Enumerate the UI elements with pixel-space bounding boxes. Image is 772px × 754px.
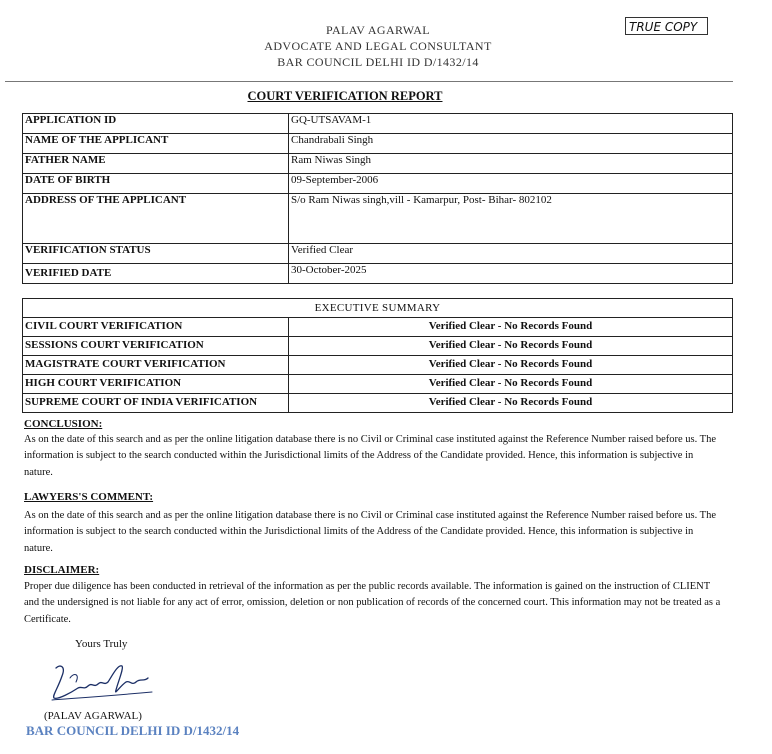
table-row — [23, 134, 733, 154]
table-row — [23, 318, 733, 337]
table-row — [23, 244, 733, 264]
row-label: APPLICATION ID — [23, 114, 289, 134]
conclusion-title: CONCLUSION: — [24, 418, 103, 430]
yours-truly: Yours Truly — [75, 638, 128, 650]
table-row — [23, 337, 733, 356]
executive-summary-table — [22, 298, 733, 413]
row-value: Chandrabali Singh — [289, 134, 733, 154]
row-label: VERIFICATION STATUS — [23, 244, 289, 264]
advocate-bar-id: BAR COUNCIL DELHI ID D/1432/14 — [277, 55, 479, 69]
row-value: Verified Clear - No Records Found — [289, 337, 733, 356]
report-title: COURT VERIFICATION REPORT — [247, 89, 443, 103]
row-value: GQ-UTSAVAM-1 — [289, 114, 733, 134]
row-label: DATE OF BIRTH — [23, 174, 289, 194]
row-value: S/o Ram Niwas singh,vill - Kamarpur, Post- Bihar- 802102 — [289, 194, 733, 244]
table-row — [23, 264, 733, 284]
row-value: Verified Clear - No Records Found — [289, 394, 733, 413]
table-row — [23, 174, 733, 194]
disclaimer-text: Proper due diligence has been conducted in retrieval of the information as per the public records available. The information is gained on the instruction of CLIENT and the undersigned is not liable for any act of error, omission, deletion or non publication of records of the concerned court. This information may not be treated as a Certificate. — [24, 581, 721, 625]
row-value: Ram Niwas Singh — [289, 154, 733, 174]
row-label: SUPREME COURT OF INDIA VERIFICATION — [23, 394, 289, 413]
row-value: Verified Clear — [289, 244, 733, 264]
true-copy-stamp: TRUE COPY — [625, 17, 708, 35]
row-label: NAME OF THE APPLICANT — [23, 134, 289, 154]
row-value: Verified Clear - No Records Found — [289, 375, 733, 394]
row-value: 09-September-2006 — [289, 174, 733, 194]
table-row — [23, 114, 733, 134]
row-label: HIGH COURT VERIFICATION — [23, 375, 289, 394]
row-value: Verified Clear - No Records Found — [289, 356, 733, 375]
row-label: SESSIONS COURT VERIFICATION — [23, 337, 289, 356]
row-label: FATHER NAME — [23, 154, 289, 174]
table-row — [23, 375, 733, 394]
row-label: VERIFIED DATE — [23, 264, 289, 284]
table-row — [23, 154, 733, 174]
row-value: 30-October-2025 — [289, 264, 733, 284]
header-divider — [5, 81, 733, 82]
signatory-name: (PALAV AGARWAL) — [44, 710, 142, 722]
row-value: Verified Clear - No Records Found — [289, 318, 733, 337]
summary-header-row — [23, 299, 733, 318]
row-label: MAGISTRATE COURT VERIFICATION — [23, 356, 289, 375]
signature-image — [48, 656, 158, 706]
conclusion-text: As on the date of this search and as per the online litigation database there is no Civil or Criminal case instituted against the Reference Number raised before us. The information is subject to the search conducted within the Jurisdictional limits of the Address of the Candidate provided. Hence, this information is subjective in nature. — [24, 434, 717, 478]
row-label: CIVIL COURT VERIFICATION — [23, 318, 289, 337]
table-row — [23, 356, 733, 375]
signatory-bar-id: BAR COUNCIL DELHI ID D/1432/14 — [26, 723, 240, 738]
disclaimer-title: DISCLAIMER: — [24, 564, 100, 576]
lawyers-comment-title: LAWYERS'S COMMENT: — [24, 491, 154, 503]
row-label: ADDRESS OF THE APPLICANT — [23, 194, 289, 244]
table-row — [23, 194, 733, 244]
summary-title: EXECUTIVE SUMMARY — [23, 299, 733, 318]
advocate-designation: ADVOCATE AND LEGAL CONSULTANT — [264, 39, 492, 53]
applicant-details-table — [22, 113, 733, 284]
lawyers-comment-text: As on the date of this search and as per the online litigation database there is no Civil or Criminal case instituted against the Reference Number raised before us. The information is subject to the search conducted within the Jurisdictional limits of the Address of the Candidate provided. Hence, this information is subjective in nature. — [24, 510, 717, 554]
table-row — [23, 394, 733, 413]
advocate-name: PALAV AGARWAL — [325, 23, 430, 37]
